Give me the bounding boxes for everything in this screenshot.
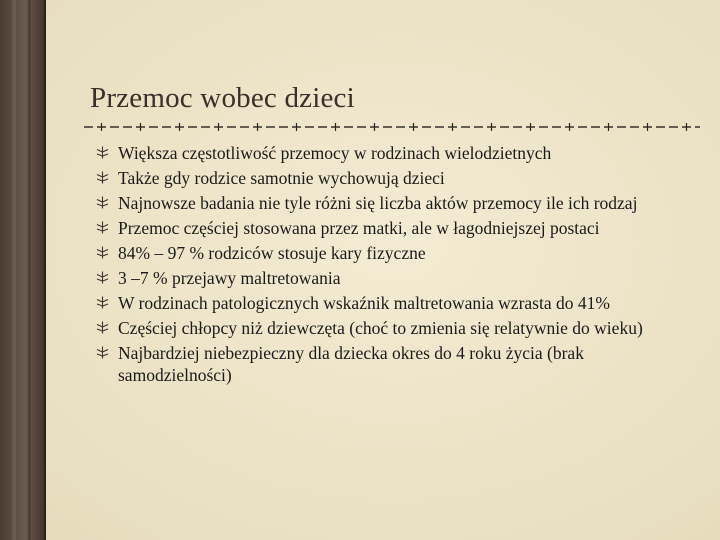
list-item (96, 167, 696, 189)
list-item (96, 342, 696, 386)
bullet-text: 3 –7 % przejawy maltretowania (118, 268, 341, 288)
bullet-text: Najnowsze badania nie tyle różni się liczba aktów przemocy ile ich rodzaj (118, 193, 638, 213)
bullet-text: W rodzinach patologicznych wskaźnik maltretowania wzrasta do 41% (118, 293, 610, 313)
list-item (96, 317, 696, 339)
list-item (96, 142, 696, 164)
marble-strip (0, 0, 46, 540)
bullet-text: Częściej chłopcy niż dziewczęta (choć to zmienia się relatywnie do wieku) (118, 318, 643, 338)
bullet-text: Najbardziej niebezpieczny dla dziecka okres do 4 roku życia (brak samodzielności) (118, 343, 584, 385)
list-item (96, 192, 696, 214)
slide-title: Przemoc wobec dzieci (90, 82, 355, 114)
asterisk-sprig-icon (96, 196, 109, 209)
list-item (96, 217, 696, 239)
asterisk-sprig-icon (96, 271, 109, 284)
bullet-text: Większa częstotliwość przemocy w rodzinach wielodzietnych (118, 143, 552, 163)
bullet-text: Przemoc częściej stosowana przez matki, ale w łagodniejszej postaci (118, 218, 600, 238)
list-item (96, 292, 696, 314)
asterisk-sprig-icon (96, 321, 109, 334)
asterisk-sprig-icon (96, 246, 109, 259)
asterisk-sprig-icon (96, 171, 109, 184)
asterisk-sprig-icon (96, 346, 109, 359)
bullet-text: Także gdy rodzice samotnie wychowują dzieci (118, 168, 445, 188)
list-item (96, 267, 696, 289)
title-divider (84, 120, 700, 134)
bullet-list (96, 142, 696, 389)
asterisk-sprig-icon (96, 221, 109, 234)
bullet-text: 84% – 97 % rodziców stosuje kary fizyczne (118, 243, 426, 263)
asterisk-sprig-icon (96, 146, 109, 159)
list-item (96, 242, 696, 264)
asterisk-sprig-icon (96, 296, 109, 309)
